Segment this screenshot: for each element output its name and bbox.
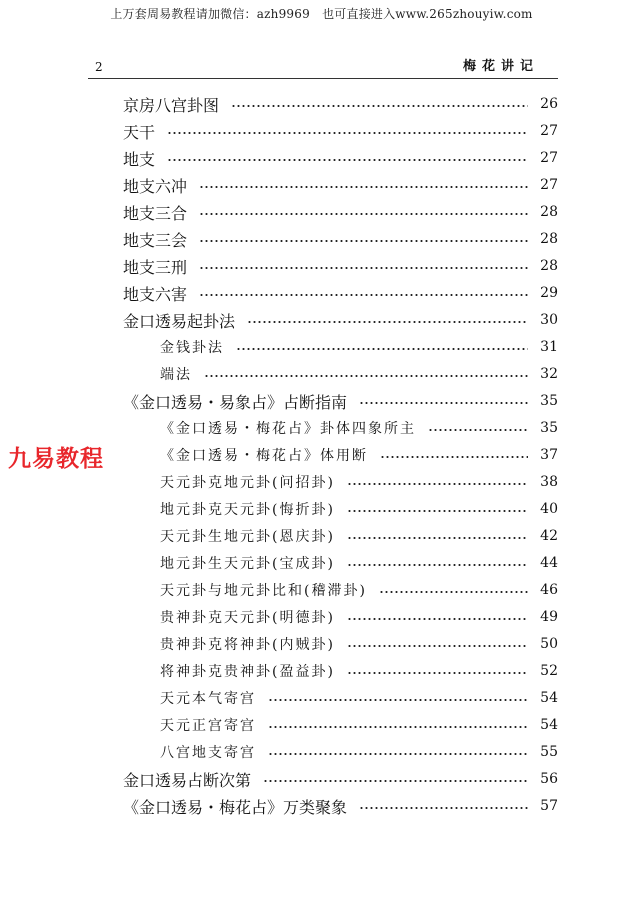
toc-entry [160, 658, 558, 684]
header-rule [88, 78, 558, 79]
toc-dot-leader [204, 375, 528, 377]
toc-dot-leader [268, 726, 528, 728]
toc-dot-leader [347, 537, 528, 539]
toc-entry-title: 端法 [160, 367, 192, 383]
toc-dot-leader [359, 402, 528, 404]
toc-entry-title: 京房八宫卦图 [123, 95, 220, 115]
toc-entry-page: 28 [540, 204, 558, 220]
toc-entry [160, 604, 558, 630]
toc-entry [123, 766, 558, 792]
toc-entry-page: 50 [540, 636, 558, 652]
top-banner: 上万套周易教程请加微信：azh9969 也可直接进入www.265zhouyiw.com [110, 7, 533, 21]
toc-dot-leader [263, 780, 528, 782]
running-title: 梅花讲记 [462, 59, 539, 74]
toc-dot-leader [199, 267, 528, 269]
toc-entry-title: 金钱卦法 [160, 340, 224, 356]
toc-entry-page: 49 [540, 609, 558, 625]
toc-entry [123, 226, 558, 252]
toc-entry-title: 天元本气寄宫 [160, 691, 256, 707]
toc-entry-title: 地支三会 [123, 230, 188, 250]
toc-entry-title: 天元卦生地元卦(恩庆卦) [160, 529, 335, 545]
toc-entry [123, 793, 558, 819]
toc-entry-page: 30 [540, 312, 558, 328]
toc-entry [160, 631, 558, 657]
toc-entry-title: 天干 [123, 122, 156, 142]
toc-entry-title: 地支 [123, 149, 156, 169]
toc-entry-page: 55 [540, 744, 558, 760]
toc-entry [160, 361, 558, 387]
toc-entry [160, 415, 558, 441]
toc-dot-leader [167, 132, 528, 134]
toc-entry [160, 469, 558, 495]
toc-entry-title: 贵神卦克天元卦(明德卦) [160, 610, 335, 626]
toc-dot-leader [199, 294, 528, 296]
toc-dot-leader [347, 645, 528, 647]
toc-dot-leader [347, 618, 528, 620]
toc-entry-title: 地支六害 [123, 284, 188, 304]
toc-entry-page: 37 [540, 447, 558, 463]
toc-entry [160, 334, 558, 360]
toc-entry-page: 28 [540, 231, 558, 247]
toc-entry [123, 253, 558, 279]
toc-entry-title: 《金口透易・梅花占》卦体四象所主 [160, 421, 416, 437]
toc-entry-title: 地支三刑 [123, 257, 188, 277]
toc-entry-title: 地支三合 [123, 203, 188, 223]
toc-dot-leader [167, 159, 528, 161]
toc-entry-page: 42 [540, 528, 558, 544]
toc-entry-title: 金口透易起卦法 [123, 311, 236, 331]
toc-dot-leader [347, 672, 528, 674]
toc-entry-page: 54 [540, 717, 558, 733]
toc-dot-leader [428, 429, 528, 431]
toc-entry-title: 天元卦克地元卦(问招卦) [160, 475, 335, 491]
toc-entry-page: 44 [540, 555, 558, 571]
watermark-text: 九易教程 [8, 446, 104, 472]
toc-entry [160, 685, 558, 711]
toc-entry [123, 145, 558, 171]
toc-dot-leader [347, 564, 528, 566]
toc-entry [160, 712, 558, 738]
toc-entry-title: 将神卦克贵神卦(盈益卦) [160, 664, 335, 680]
toc-dot-leader [359, 807, 528, 809]
toc-entry [123, 307, 558, 333]
toc-entry-title: 贵神卦克将神卦(内贼卦) [160, 637, 335, 653]
toc-dot-leader [236, 348, 528, 350]
page-number: 2 [95, 60, 103, 74]
toc-entry-title: 地元卦克天元卦(悔折卦) [160, 502, 335, 518]
toc-entry-page: 27 [540, 177, 558, 193]
toc-entry-page: 35 [540, 420, 558, 436]
toc-entry-title: 八宫地支寄宫 [160, 745, 256, 761]
toc-entry [160, 739, 558, 765]
toc-dot-leader [199, 213, 528, 215]
toc-entry [160, 496, 558, 522]
toc-dot-leader [247, 321, 528, 323]
toc-entry-title: 金口透易占断次第 [123, 770, 252, 790]
toc-entry [123, 388, 558, 414]
toc-entry-page: 27 [540, 150, 558, 166]
toc-entry-page: 29 [540, 285, 558, 301]
toc-entry-page: 56 [540, 771, 558, 787]
toc-entry-page: 57 [540, 798, 558, 814]
toc-entry [123, 172, 558, 198]
toc-entry-title: 地支六冲 [123, 176, 188, 196]
toc-entry-page: 26 [540, 96, 558, 112]
toc-entry [123, 118, 558, 144]
toc-entry-page: 46 [540, 582, 558, 598]
toc-entry-page: 38 [540, 474, 558, 490]
toc-entry-page: 52 [540, 663, 558, 679]
toc-entry-title: 地元卦生天元卦(宝成卦) [160, 556, 335, 572]
toc-entry-title: 《金口透易・易象占》占断指南 [123, 392, 348, 412]
toc-dot-leader [380, 456, 528, 458]
toc-entry [123, 91, 558, 117]
toc-entry [160, 577, 558, 603]
toc-dot-leader [199, 186, 528, 188]
toc-dot-leader [231, 105, 528, 107]
toc-dot-leader [347, 510, 528, 512]
toc-entry-title: 《金口透易・梅花占》万类聚象 [123, 797, 348, 817]
toc-entry [160, 442, 558, 468]
toc-entry-page: 27 [540, 123, 558, 139]
toc-dot-leader [347, 483, 528, 485]
toc-entry [160, 550, 558, 576]
toc-entry-page: 31 [540, 339, 558, 355]
toc-entry-title: 天元正宫寄宫 [160, 718, 256, 734]
toc-entry-page: 32 [540, 366, 558, 382]
toc-entry-title: 天元卦与地元卦比和(稽滞卦) [160, 583, 367, 599]
toc-entry-page: 40 [540, 501, 558, 517]
toc-dot-leader [268, 753, 528, 755]
toc-entry-page: 35 [540, 393, 558, 409]
toc-entry [123, 280, 558, 306]
toc-entry-title: 《金口透易・梅花占》体用断 [160, 448, 368, 464]
toc-entry [160, 523, 558, 549]
toc-dot-leader [199, 240, 528, 242]
toc-entry [123, 199, 558, 225]
toc-dot-leader [379, 591, 528, 593]
toc-entry-page: 28 [540, 258, 558, 274]
toc-dot-leader [268, 699, 528, 701]
toc-entry-page: 54 [540, 690, 558, 706]
